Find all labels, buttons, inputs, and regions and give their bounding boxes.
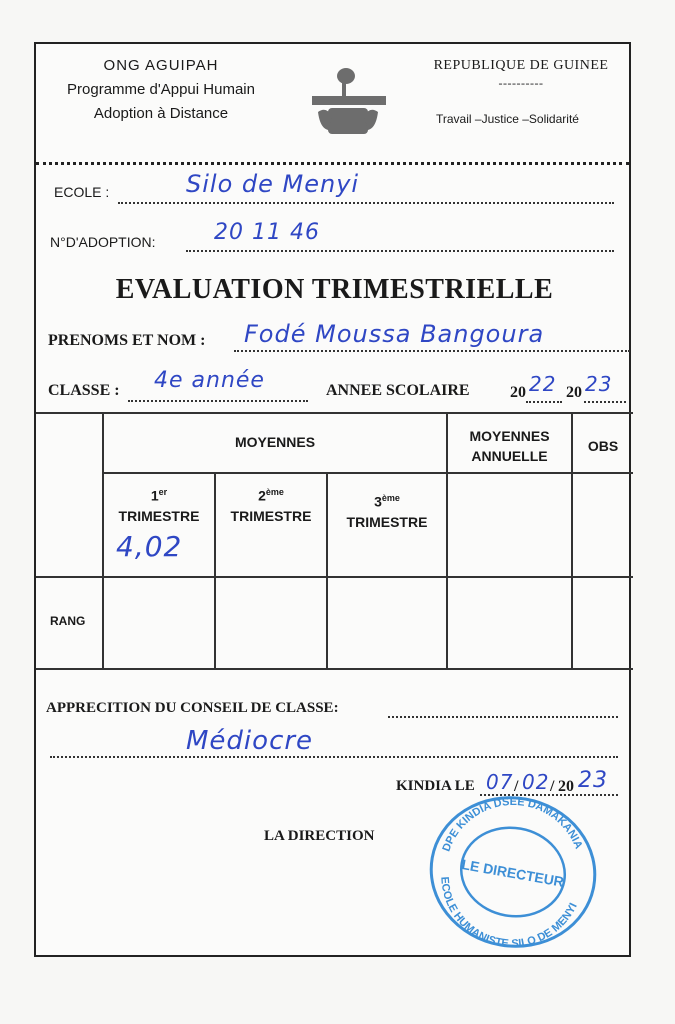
year-dotline-2 [584,401,626,403]
moyennes-annuelle-line1: MOYENNES [469,428,550,444]
ecole-label: ECOLE : [54,184,110,200]
moyennes-header: MOYENNES [234,434,316,450]
year-value-1: 22 [529,372,557,396]
t1-superscript: er [158,487,168,497]
student-name-value: Fodé Moussa Bangoura [244,320,545,348]
country-header [416,58,626,90]
stamp-center-text: LE DIRECTEUR [460,856,566,890]
date-year: 23 [578,768,608,793]
header-separator: ---------- [498,76,544,90]
date-slash-2: / [550,778,555,795]
ecole-value: Silo de Menyi [186,170,360,198]
annee-scolaire-label: ANNEE SCOLAIRE [326,382,470,399]
moyennes-annuelle-line2: ANNUELLE [471,448,548,464]
classe-dotline [128,400,308,402]
date-slash-1: / [514,778,519,795]
org-name: ONG AGUIPAH [103,57,219,74]
org-header [36,54,286,126]
date-month: 02 [522,770,550,794]
appreciation-value: Médiocre [186,726,314,756]
t2-number: 2 [258,487,266,504]
grades-table [36,412,633,670]
classe-value: 4e année [154,368,265,393]
org-adoption: Adoption à Distance [93,105,229,122]
adoption-value: 20 11 46 [214,220,320,245]
adoption-label: N°D'ADOPTION: [50,234,156,250]
trimestre-1-average: 4,02 [116,530,183,563]
year-value-2: 23 [585,372,613,396]
rang-label: RANG [50,614,86,628]
stamp-top-text: DPE KINDIA DSEE DAMAKANIA [440,795,585,854]
appreciation-dotline-2 [50,756,618,758]
t1-number: 1 [150,487,159,504]
t3-superscript: ème [381,493,400,503]
year-dotline-1 [526,401,562,403]
obs-header: OBS [587,438,619,454]
year-prefix-2: 20 [566,384,582,401]
national-motto: Travail –Justice –Solidarité [436,112,579,126]
appreciation-label: APPRECITION DU CONSEIL DE CLASSE: [46,700,339,716]
school-stamp [424,792,602,952]
t1-label: TRIMESTRE [118,507,200,524]
ecole-dotline [118,202,614,204]
name-label: PRENOMS ET NOM : [48,332,206,349]
coat-of-arms-emblem [298,62,398,140]
adoption-dotline [186,250,614,252]
trimestre-3-header [328,488,446,532]
trimestre-2-header [216,482,326,526]
evaluation-card [34,42,631,957]
name-dotline [234,350,630,352]
t3-number: 3 [374,493,382,510]
place-label: KINDIA LE [396,778,475,794]
trimestre-1-header [104,482,214,526]
date-day: 07 [486,770,514,794]
country-name: REPUBLIQUE DE GUINEE [433,58,609,73]
stamp-bottom-text: ECOLE HUMANISTE SILO DE MENYI [438,876,580,951]
direction-label: LA DIRECTION [264,828,375,844]
org-program: Programme d'Appui Humain [67,81,255,98]
year-prefix-1: 20 [510,384,526,401]
header-divider [36,162,629,165]
t2-label: TRIMESTRE [230,507,312,524]
moyennes-annuelle-header [448,426,571,466]
t2-superscript: ème [265,487,284,497]
t3-label: TRIMESTRE [346,513,428,530]
page-title: EVALUATION TRIMESTRIELLE [115,274,554,305]
date-year-prefix: 20 [558,778,574,795]
classe-label: CLASSE : [48,382,120,399]
appreciation-dotline-1 [388,716,618,718]
